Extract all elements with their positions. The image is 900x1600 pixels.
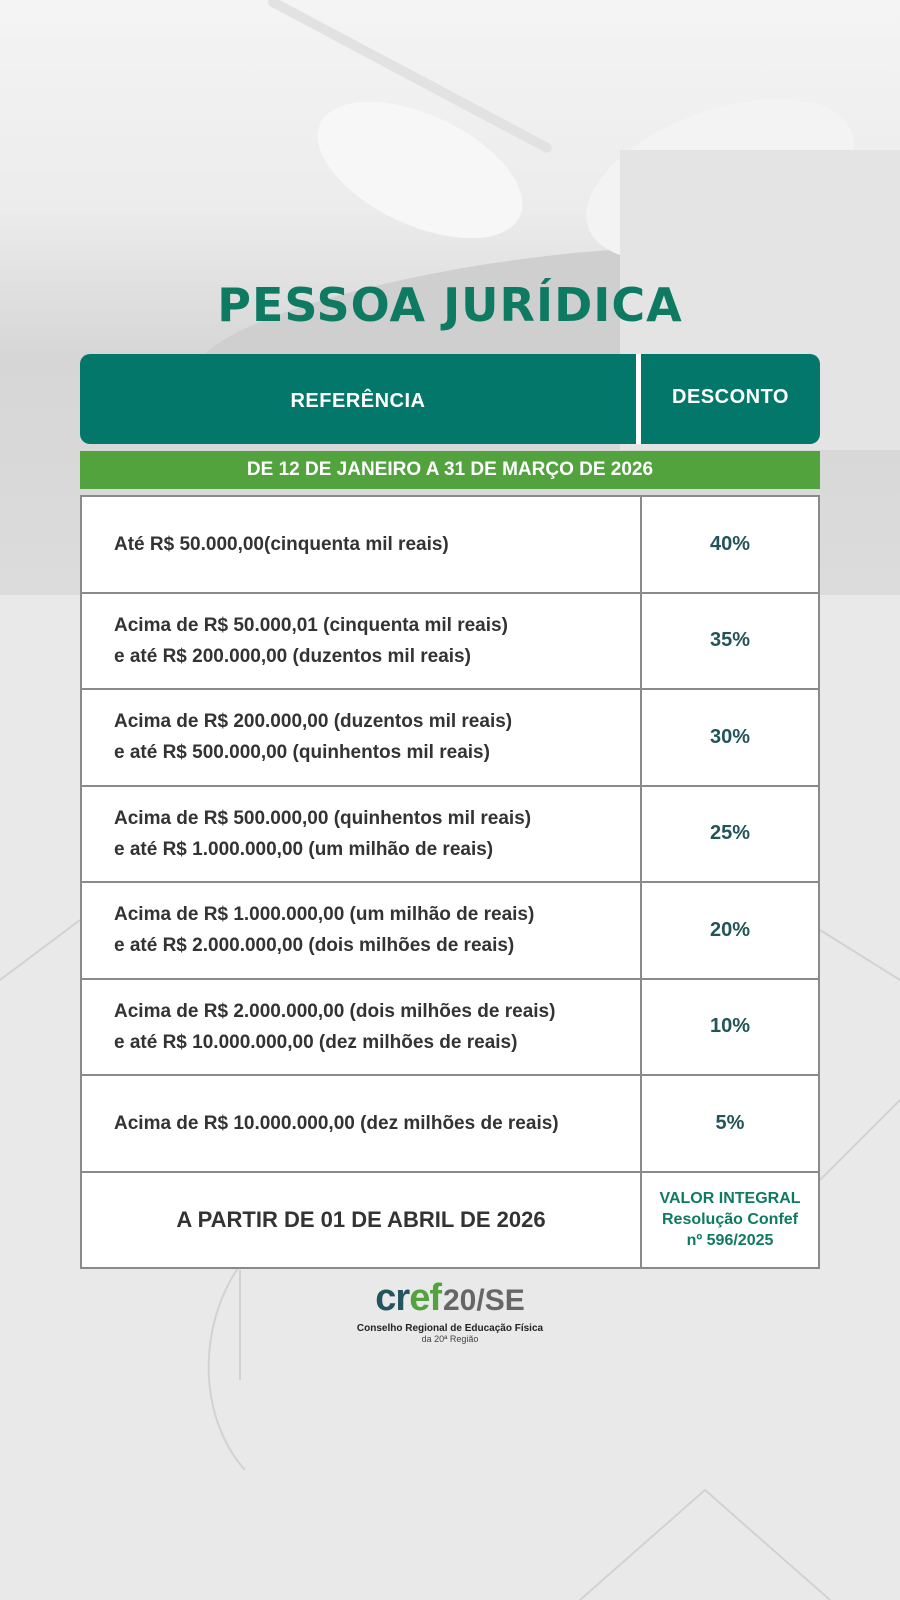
period-banner: DE 12 DE JANEIRO A 31 DE MARÇO DE 2026 <box>80 451 820 489</box>
reference-line: Acima de R$ 1.000.000,00 (um milhão de reais) <box>114 904 535 926</box>
final-discount-cell <box>642 1173 818 1268</box>
logo-region: da 20ª Região <box>421 1334 479 1344</box>
logo-ef: ef <box>409 1277 441 1319</box>
logo-cr: cr <box>375 1277 410 1319</box>
reference-cell <box>82 690 642 785</box>
discount-cell: 20% <box>709 918 751 941</box>
reference-line: e até R$ 1.000.000,00 (um milhão de reais) <box>114 838 494 860</box>
table-row <box>80 497 820 594</box>
discount-cell: 25% <box>709 822 751 845</box>
table-row <box>80 1076 820 1173</box>
reference-line: Acima de R$ 50.000,01 (cinquenta mil reais) <box>114 614 508 636</box>
table-row <box>80 594 820 691</box>
logo-number: 20/SE <box>442 1284 525 1317</box>
final-discount-line: VALOR INTEGRAL <box>659 1190 801 1208</box>
logo-subtitle: Conselho Regional de Educação Física <box>356 1323 544 1334</box>
table-row <box>80 690 820 787</box>
reference-cell <box>82 1076 642 1171</box>
reference-line: Acima de R$ 2.000.000,00 (dois milhões de reais) <box>114 1000 556 1022</box>
table-row <box>80 787 820 884</box>
header-reference: REFERÊNCIA <box>290 389 426 412</box>
reference-cell <box>82 787 642 882</box>
page-title: PESSOA JURÍDICA <box>217 278 683 332</box>
reference-cell <box>82 497 642 592</box>
final-discount-line: nº 596/2025 <box>686 1232 774 1250</box>
reference-cell <box>82 883 642 978</box>
discount-table <box>80 495 820 1269</box>
discount-cell: 35% <box>709 629 751 652</box>
logo-wordmark <box>0 1278 900 1321</box>
final-reference-cell: A PARTIR DE 01 DE ABRIL DE 2026 <box>82 1173 642 1268</box>
table-row <box>80 980 820 1077</box>
header-discount: DESCONTO <box>672 385 789 408</box>
table-header <box>80 354 820 444</box>
reference-line: e até R$ 500.000,00 (quinhentos mil reais) <box>114 742 490 764</box>
table-row-final <box>80 1173 820 1270</box>
discount-cell: 30% <box>709 725 751 748</box>
reference-cell <box>82 594 642 689</box>
reference-line: e até R$ 10.000.000,00 (dez milhões de reais) <box>114 1031 518 1053</box>
discount-cell: 5% <box>715 1111 745 1134</box>
reference-line: Até R$ 50.000,00(cinquenta mil reais) <box>114 533 449 555</box>
final-discount-line: Resolução Confef <box>661 1211 798 1229</box>
reference-line: Acima de R$ 500.000,00 (quinhentos mil reais) <box>114 807 532 829</box>
reference-line: Acima de R$ 200.000,00 (duzentos mil reais) <box>114 711 513 733</box>
discount-cell: 40% <box>709 532 751 555</box>
reference-line: e até R$ 2.000.000,00 (dois milhões de reais) <box>114 935 515 957</box>
reference-line: Acima de R$ 10.000.000,00 (dez milhões de reais) <box>114 1112 559 1134</box>
cref-logo <box>0 1278 900 1344</box>
table-row <box>80 883 820 980</box>
discount-cell: 10% <box>709 1015 751 1038</box>
reference-cell <box>82 980 642 1075</box>
reference-line: e até R$ 200.000,00 (duzentos mil reais) <box>114 645 471 667</box>
